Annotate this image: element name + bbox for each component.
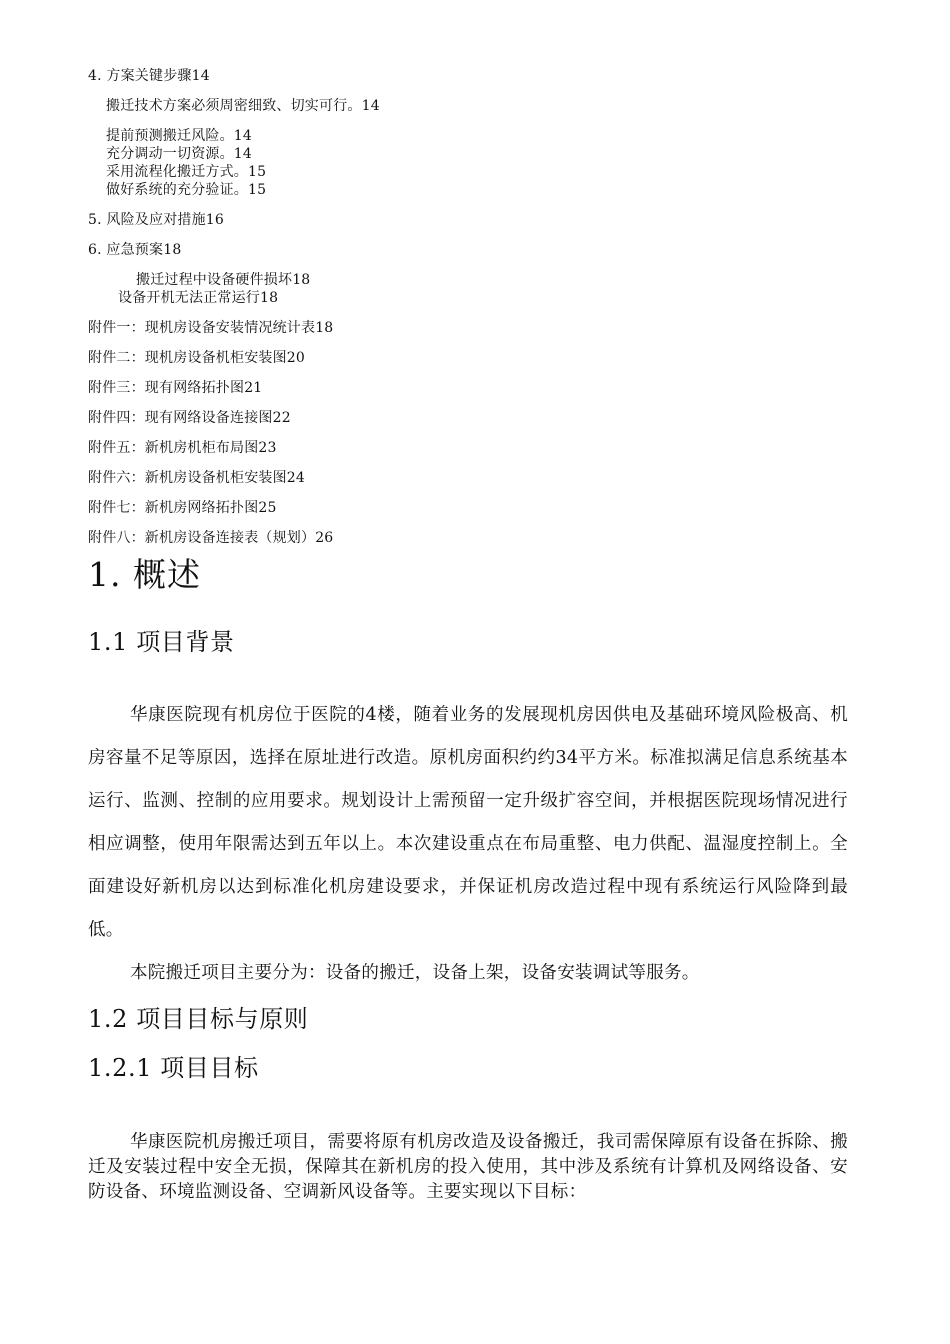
toc-entry[interactable]: 充分调动一切资源。14 xyxy=(106,146,253,162)
toc-entry[interactable]: 4. 方案关键步骤14 xyxy=(88,68,210,84)
toc-entry[interactable]: 做好系统的充分验证。15 xyxy=(106,182,267,198)
background-text xyxy=(88,694,848,995)
toc-entry[interactable]: 附件四：现有网络设备连接图22 xyxy=(88,410,291,426)
toc-entry[interactable]: 附件七：新机房网络拓扑图25 xyxy=(88,500,277,516)
paragraph: 本院搬迁项目主要分为：设备的搬迁，设备上架，设备安装调试等服务。 xyxy=(130,963,700,983)
toc-entry[interactable]: 附件三：现有网络拓扑图21 xyxy=(88,380,263,396)
section-heading: 1. 概述 xyxy=(88,555,201,594)
toc-entry[interactable]: 附件五：新机房机柜布局图23 xyxy=(88,440,277,456)
toc-entry[interactable]: 附件六：新机房设备机柜安装图24 xyxy=(88,470,306,486)
paragraph: 华康医院现有机房位于医院的4楼，随着业务的发展现机房因供电及基础环境风险极高、机房容量不足等原因，选择在原址进行改造。原机房面积约约34平方米。标准拟满足信息系统基本运行、监测、控制的应用要求。规划设计上需预留一定升级扩容空间，并根据医院现场情况进行相应调整，使用年限需达到五年以上。本次建设重点在布局重整、电力供配、温湿度控制上。全面建设好新机房以达到标准化机房建设要求，并保证机房改造过程中现有系统运行风险降到最低。 xyxy=(88,705,848,940)
toc-entry[interactable]: 搬迁过程中设备硬件损坏18 xyxy=(136,272,311,288)
objectives-text xyxy=(88,1130,848,1205)
toc-entry[interactable]: 搬迁技术方案必须周密细致、切实可行。14 xyxy=(106,98,380,114)
toc-entry[interactable]: 提前预测搬迁风险。14 xyxy=(106,128,253,144)
toc-entry[interactable]: 设备开机无法正常运行18 xyxy=(118,290,279,306)
toc-entry[interactable]: 5. 风险及应对措施16 xyxy=(88,212,225,228)
toc-entry[interactable]: 采用流程化搬迁方式。15 xyxy=(106,164,267,180)
subsection-heading: 1.2 项目目标与原则 xyxy=(88,1005,309,1033)
toc-entry[interactable]: 6. 应急预案18 xyxy=(88,242,182,258)
subsection-heading: 1.1 项目背景 xyxy=(88,628,235,656)
toc-entry[interactable]: 附件八：新机房设备连接表（规划）26 xyxy=(88,530,334,546)
toc-entry[interactable]: 附件一：现机房设备安装情况统计表18 xyxy=(88,320,334,336)
paragraph: 华康医院机房搬迁项目，需要将原有机房改造及设备搬迁，我司需保障原有设备在拆除、搬迁及安装过程中安全无损，保障其在新机房的投入使用，其中涉及系统有计算机及网络设备、安防设备、环境监测设备、空调新风设备等。主要实现以下目标： xyxy=(88,1132,848,1202)
subsubsection-heading: 1.2.1 项目目标 xyxy=(88,1054,259,1082)
toc-entry[interactable]: 附件二：现机房设备机柜安装图20 xyxy=(88,350,306,366)
